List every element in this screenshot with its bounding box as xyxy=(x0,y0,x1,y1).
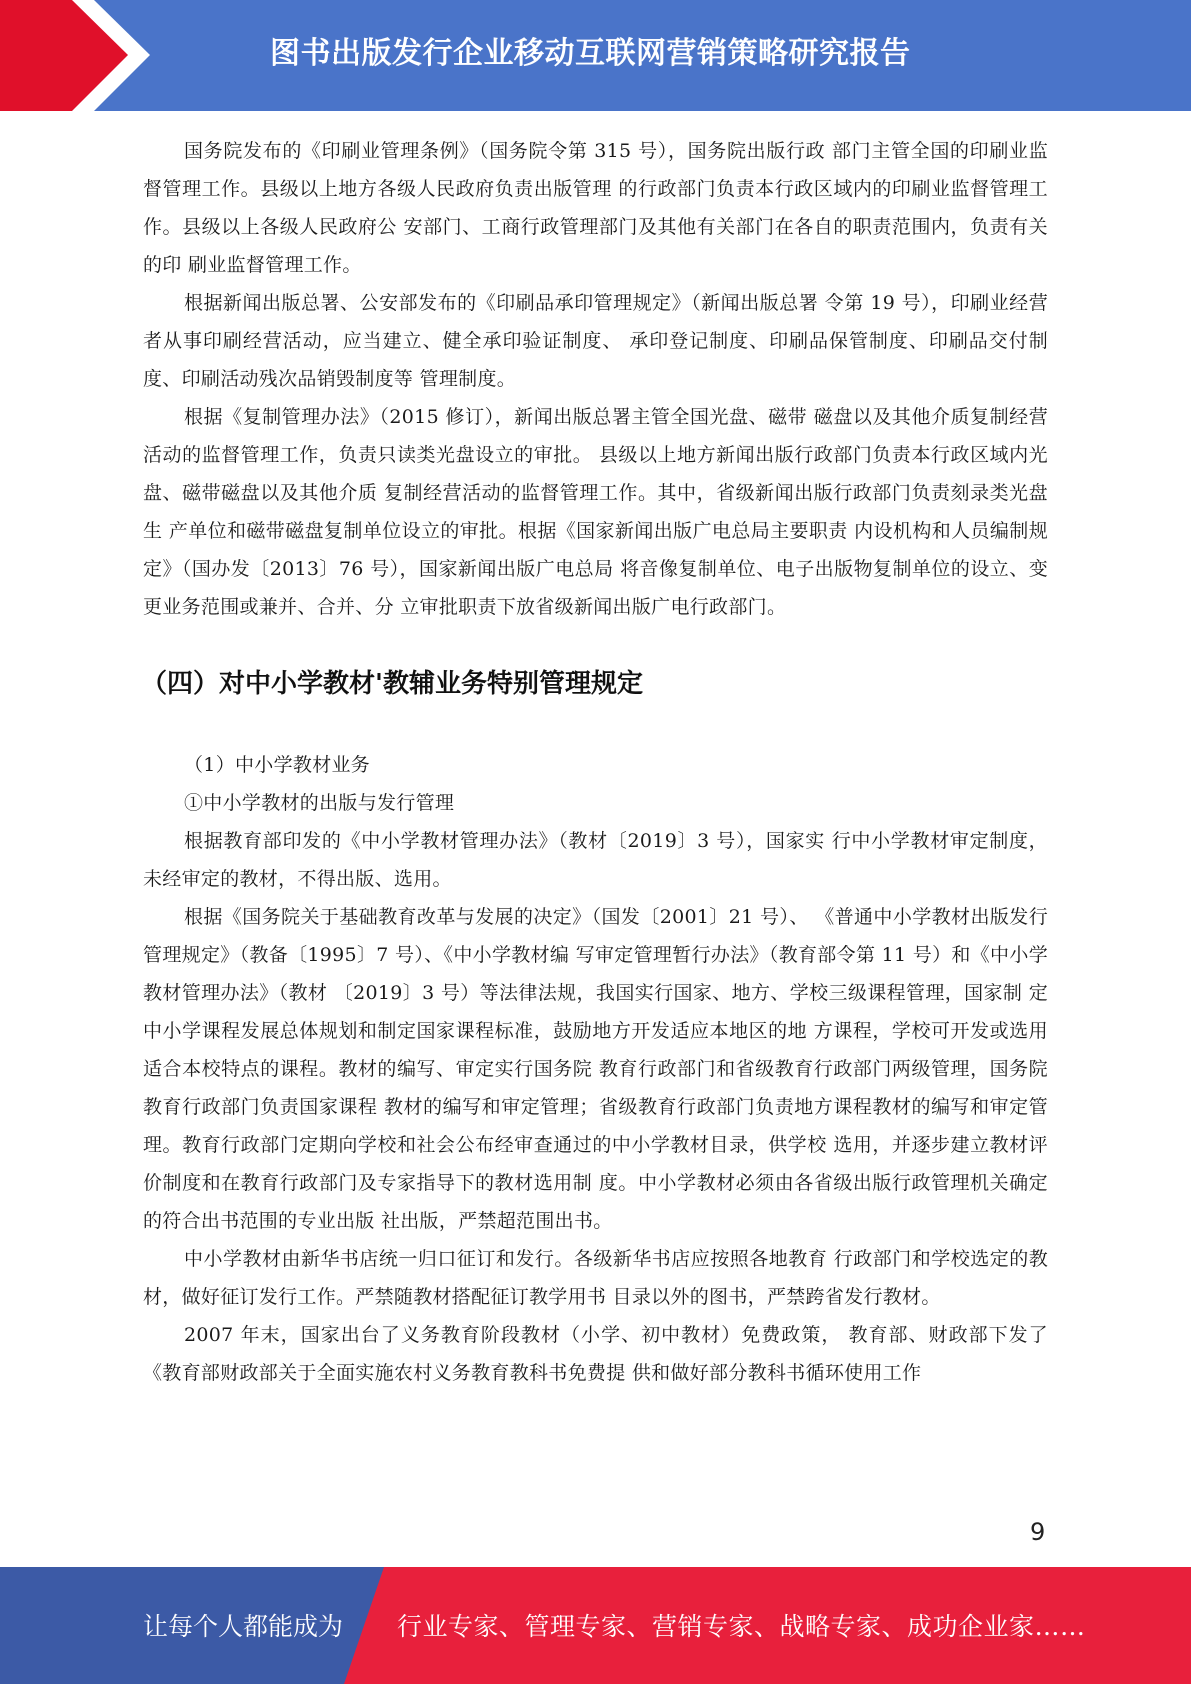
footer-slogan-right: 行业专家、管理专家、营销专家、战略专家、成功企业家…… xyxy=(397,1612,1086,1641)
report-title: 图书出版发行企业移动互联网营销策略研究报告 xyxy=(270,36,911,71)
page-number: 9 xyxy=(1030,1518,1046,1546)
page-header-banner xyxy=(0,0,1191,111)
section-heading: （四）对中小学教材'教辅业务特别管理规定 xyxy=(141,669,643,699)
paragraph: 根据《国务院关于基础教育改革与发展的决定》（国发〔2001〕21 号）、 《普通中小学教材出版发行管理规定》（教备〔1995〕7 号）、《中小学教材编 写审定管理暂行办法》（教育部令第 11 号）和《中小学教材管理办法》（教材 〔2019〕3 号）等法律法规，我国实行国家、地方、学校三级课程管理，国家制 定中小学课程发展总体规划和制定国家课程标准，鼓励地方开发适应本地区的地 方课程，学校可开发或选用适合本校特点的课程。教材的编写、审定实行国务院 教育行政部门和省级教育行政部门两级管理，国务院教育行政部门负责国家课程 教材的编写和审定管理；省级教育行政部门负责地方课程教材的编写和审定管理。教育行政部门定期向学校和社会公布经审查通过的中小学教材目录，供学校 选用，并逐步建立教材评价制度和在教育行政部门及专家指导下的教材选用制 度。中小学教材必须由各省级出版行政管理机关确定的符合出书范围的专业出版 社出版，严禁超范围出书。 xyxy=(143,906,1048,1232)
sub-item-heading: ①中小学教材的出版与发行管理 xyxy=(184,792,455,814)
paragraph: 2007 年末，国家出台了义务教育阶段教材（小学、初中教材）免费政策， 教育部、财政部下发了《教育部财政部关于全面实施农村义务教育教科书免费提 供和做好部分教科书循环使用工作 xyxy=(143,1324,1048,1384)
list-item-heading: （1）中小学教材业务 xyxy=(184,754,371,776)
footer-slogan-left: 让每个人都能成为 xyxy=(143,1612,344,1641)
paragraph: 中小学教材由新华书店统一归口征订和发行。各级新华书店应按照各地教育 行政部门和学校选定的教材，做好征订发行工作。严禁随教材搭配征订教学用书 目录以外的图书，严禁跨省发行教材。 xyxy=(143,1248,1048,1308)
paragraph: 根据《复制管理办法》（2015 修订），新闻出版总署主管全国光盘、磁带 磁盘以及其他介质复制经营活动的监督管理工作，负责只读类光盘设立的审批。 县级以上地方新闻出版行政部门负责本行政区域内光盘、磁带磁盘以及其他介质 复制经营活动的监督管理工作。其中，省级新闻出版行政部门负责刻录类光盘生 产单位和磁带磁盘复制单位设立的审批。根据《国家新闻出版广电总局主要职责 内设机构和人员编制规定》（国办发〔2013〕76 号），国家新闻出版广电总局 将音像复制单位、电子出版物复制单位的设立、变更业务范围或兼并、合并、分 立审批职责下放省级新闻出版广电行政部门。 xyxy=(143,406,1048,618)
paragraph: 国务院发布的《印刷业管理条例》（国务院令第 315 号），国务院出版行政 部门主管全国的印刷业监督管理工作。县级以上地方各级人民政府负责出版管理 的行政部门负责本行政区域内的印刷业监督管理工作。县级以上各级人民政府公 安部门、工商行政管理部门及其他有关部门在各自的职责范围内，负责有关的印 刷业监督管理工作。 xyxy=(143,140,1048,276)
paragraph: 根据新闻出版总署、公安部发布的《印刷品承印管理规定》（新闻出版总署 令第 19 号），印刷业经营者从事印刷经营活动，应当建立、健全承印验证制度、 承印登记制度、印刷品保管制度、印刷品交付制度、印刷活动残次品销毁制度等 管理制度。 xyxy=(143,292,1048,390)
paragraph: 根据教育部印发的《中小学教材管理办法》（教材〔2019〕3 号），国家实 行中小学教材审定制度，未经审定的教材，不得出版、选用。 xyxy=(143,830,1048,890)
document-body xyxy=(143,132,1048,1392)
page-footer-banner xyxy=(0,1567,1191,1684)
